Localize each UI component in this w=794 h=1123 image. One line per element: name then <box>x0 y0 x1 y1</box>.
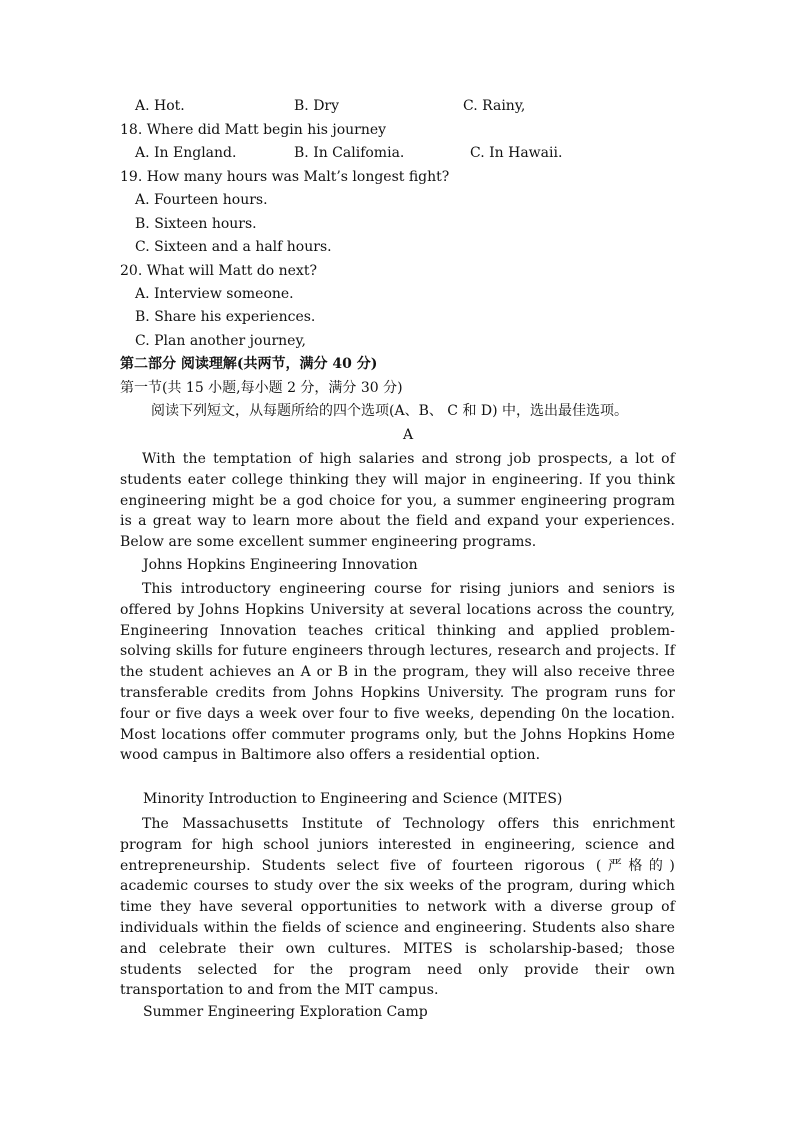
heading-mites: Minority Introduction to Engineering and Science (MITES) <box>143 791 563 807</box>
paragraph-mites: The Massachusetts Institute of Technology offers this enrichment program for high school juniors interested in engineering, science and entrepreneurship. Students select five of fourteen rigorous (严格的) academic courses to study over the six weeks of the program, during which time they have several opportunities to network with a diverse group of individuals within the fields of science and engineering. Students also share and celebrate their own cultures. MITES is scholarship-based; those students selected for the program need only provide their own transportation to and from the MIT campus. <box>120 816 675 999</box>
q20-question: 20. What will Matt do next? <box>120 263 317 279</box>
passage-intro: With the temptation of high salaries and strong job prospects, a lot of students eater college thinking they will major in engineering. If you think engineering might be a god choice for you, a summer engineering program is a great way to learn more about the field and expand your experiences. Below are some excellent summer engineering programs. <box>120 451 675 551</box>
heading-summer-camp: Summer Engineering Exploration Camp <box>143 1004 428 1020</box>
paragraph-johns-hopkins: This introductory engineering course for rising juniors and seniors is offered by Johns Hopkins University at several locations across the country, Engineering Innovation teaches critical thinking and applied problem-solving skills for future engineers through lectures, research and projects. If the student achieves an A or B in the program, they will also receive three transferable credits from Johns Hopkins University. The program runs for four or five days a week over four to five weeks, depending 0n the location. Most locations offer commuter programs only, but the Johns Hopkins Home wood campus in Baltimore also offers a residential option. <box>120 581 675 764</box>
q20-option-a: A. Interview someone. <box>135 286 294 302</box>
q17-option-b: B. Dry <box>294 98 340 114</box>
q19-question: 19. How many hours was Malt’s longest fight? <box>120 169 450 185</box>
passage-label: A <box>402 427 414 443</box>
q17-option-a: A. Hot. <box>135 98 185 114</box>
q18-question: 18. Where did Matt begin his journey <box>120 122 387 138</box>
q18-option-c: C. In Hawaii. <box>470 145 563 161</box>
q20-option-c: C. Plan another journey, <box>135 333 306 349</box>
section-part1: 第一节(共 15 小题,每小题 2 分，满分 30 分) <box>120 380 403 396</box>
q18-option-b: B. In Califomia. <box>294 145 405 161</box>
section-instruction: 阅读下列短文，从每题所给的四个选项(A、B、 C 和 D) 中，选出最佳选项。 <box>151 403 629 419</box>
section-title: 第二部分 阅读理解(共两节，满分 40 分) <box>120 356 378 372</box>
q19-option-b: B. Sixteen hours. <box>135 216 257 232</box>
q17-option-c: C. Rainy, <box>463 98 526 114</box>
q19-option-a: A. Fourteen hours. <box>135 192 268 208</box>
q18-option-a: A. In England. <box>135 145 237 161</box>
q19-option-c: C. Sixteen and a half hours. <box>135 239 332 255</box>
q20-option-b: B. Share his experiences. <box>135 309 316 325</box>
heading-johns-hopkins: Johns Hopkins Engineering Innovation <box>143 557 418 573</box>
